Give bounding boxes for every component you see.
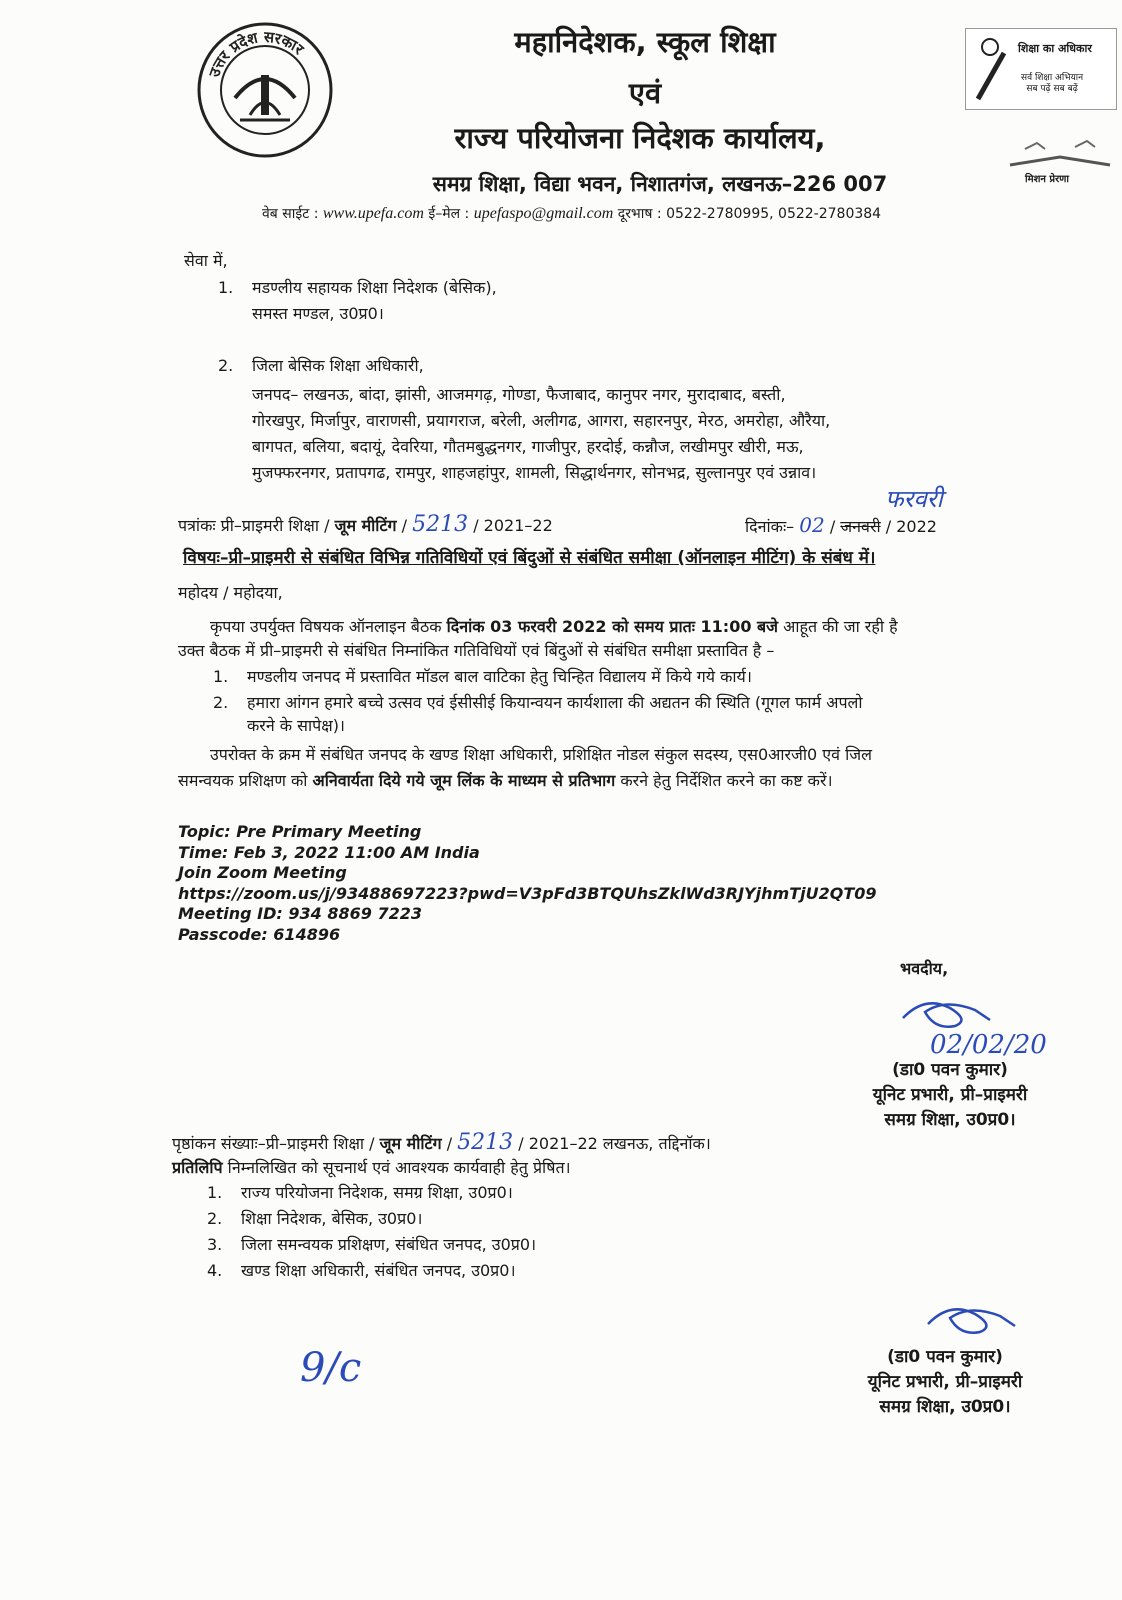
signatory-name-2: (डा0 पवन कुमार) [887,1347,1003,1367]
contact-line [262,204,1102,223]
zoom-link[interactable]: https://zoom.us/j/93488697223?pwd=V3pFd3BTQUhsZklWd3RJYjhmTjU2QT09 [178,883,877,903]
para1-line1: कृपया उपर्युक्त विषयक ऑनलाइन बैठक दिनांक 03 फरवरी 2022 को समय प्रातः 11:00 बजे आहूत की जा रही है [210,617,898,636]
website-label: वेब साईट : [262,206,319,222]
office-title-line2: एवं [628,76,662,110]
para2-line2: समन्वयक प्रशिक्षण को अनिवार्यता दिये गये जूम लिंक के माध्यम से प्रतिभाग करने हेतु निर्देशित करने का कष्ट करें। [178,771,833,790]
districts-line-4: मुजफ्फरनगर, प्रतापगढ, रामपुर, शाहजहांपुर, शामली, सिद्धार्थनगर, सोनभद्र, सुल्तानपुर एवं उन्नाव। [252,463,817,482]
para1-line2: उक्त बैठक में प्री–प्राइमरी से संबंधित निम्नांकित गतिविधियों एवं बिंदुओं से संबंधित समीक्षा प्रस्तावित है – [178,641,775,660]
address-item-1-line2: समस्त मण्डल, उ0प्र0। [252,304,384,323]
seal-text: उत्तर प्रदेश सरकार [205,27,308,80]
mission-prerna-logo [1005,135,1120,195]
rte-logo-sub: सर्व शिक्षा अभियान सब पढ़ें सब बढ़ें [1021,73,1084,94]
address-item-2: 2. जिला बेसिक शिक्षा अधिकारी, [218,356,424,375]
copy-item-2: 2. शिक्षा निदेशक, बेसिक, उ0प्र0। [207,1209,423,1228]
signatory-org-2: समग्र शिक्षा, उ0प्र0। [879,1397,1011,1417]
to-salutation: सेवा में, [184,251,228,270]
endorsement-number: पृष्ठांकन संख्याः–प्री–प्राइमरी शिक्षा / जूम मीटिंग / 5213 / 2021–22 लखनऊ, तद्दिनॉक। [172,1130,711,1155]
rte-logo [965,28,1117,110]
up-government-seal [195,20,335,160]
handwritten-letter-number: 5213 [412,512,469,537]
office-title-line1: महानिदेशक, स्कूल शिक्षा [514,25,776,59]
signatory-name: (डा0 पवन कुमार) [892,1060,1008,1080]
districts-line-1: जनपद– लखनऊ, बांदा, झांसी, आजमगढ़, गोण्डा, फैजाबाद, कानुपर नगर, मुरादाबाद, बस्ती, [252,385,786,404]
phone-label: दूरभाष : [617,206,662,222]
point-2: 2. हमारा आंगन हमारे बच्चे उत्सव एवं ईसीसीई कियान्वयन कार्यशाला की अद्यतन की स्थिति (गूगल फार्म अपलो [213,693,863,712]
book-birds-icon [1005,135,1120,175]
office-address: समग्र शिक्षा, विद्या भवन, निशातगंज, लखनऊ–226 007 [432,172,888,196]
point-2-line2: करने के सापेक्ष)। [247,716,345,735]
handwritten-endorsement-number: 5213 [457,1130,514,1155]
svg-text:उत्तर प्रदेश सरकार [205,28,308,81]
handwritten-date-day: 02 [799,513,825,537]
copy-item-3: 3. जिला समन्वयक प्रशिक्षण, संबंधित जनपद, उ0प्र0। [207,1235,537,1254]
signatory-org: समग्र शिक्षा, उ0प्र0। [884,1110,1016,1130]
letter-date: दिनांकः– 02 / जनवरी / 2022 [745,513,937,537]
signature-block-1 [840,1058,1060,1133]
copy-to: प्रतिलिपि निम्नलिखित को सूचनार्थ एवं आवश्यक कार्यवाही हेतु प्रेषित। [172,1158,571,1177]
phones: 0522-2780995, 0522-2780384 [666,206,882,222]
signature-2-icon [920,1296,1020,1346]
email: upefaspo@gmail.com [473,205,614,222]
handwritten-sign-date: 02/02/20 [930,1030,1047,1060]
handwritten-date-month: फरवरी [885,485,943,513]
signature-block-2 [835,1345,1055,1420]
address-item-1: 1. मडण्लीय सहायक शिक्षा निदेशक (बेसिक), [218,278,497,297]
districts-line-2: गोरखपुर, मिर्जापुर, वाराणसी, प्रयागराज, बरेली, अलीगढ, आगरा, सहारनपुर, मेरठ, अमरोहा, औरैया, [252,411,831,430]
signatory-title-2: यूनिट प्रभारी, प्री–प्राइमरी [867,1372,1023,1392]
zoom-topic: Topic: Pre Primary Meeting [178,822,422,841]
salutation: महोदय / महोदया, [178,583,283,602]
zoom-meeting-id: Meeting ID: 934 8869 7223 [178,904,422,923]
para2-line1: उपरोक्त के क्रम में संबंधित जनपद के खण्ड शिक्षा अधिकारी, प्रशिक्षित नोडल संकुल सदस्य, एस0आरजी0 एवं जिल [210,745,873,764]
zoom-time: Time: Feb 3, 2022 11:00 AM India [178,842,480,862]
zoom-passcode: Passcode: 614896 [178,924,341,944]
closing: भवदीय, [900,959,949,978]
mission-prerna-label: मिशन प्रेरणा [1025,174,1070,185]
point-1: 1. मण्डलीय जनपद में प्रस्तावित मॉडल बाल वाटिका हेतु चिन्हित विद्यालय में किये गये कार्य। [213,667,752,686]
website: www.upefa.com [322,205,424,222]
zoom-join-label: Join Zoom Meeting [178,863,347,882]
copy-item-4: 4. खण्ड शिक्षा अधिकारी, संबंधित जनपद, उ0प्र0। [207,1261,516,1280]
email-label: ई–मेल : [428,206,470,222]
districts-line-3: बागपत, बलिया, बदायूं, देवरिया, गौतमबुद्धनगर, गाजीपुर, हरदोई, कन्नौज, लखीमपुर खीरी, मऊ, [252,437,804,456]
office-title-line3: राज्य परियोजना निदेशक कार्यालय, [454,121,826,155]
rte-logo-title: शिक्षा का अधिकार [1018,42,1092,55]
handwritten-margin-note: 9/c [300,1345,362,1391]
printed-month: जनवरी [840,517,881,536]
signatory-title: यूनिट प्रभारी, प्री–प्राइमरी [872,1085,1028,1105]
subject-line: विषयः–प्री–प्राइमरी से संबंधित विभिन्न गतिविधियों एवं बिंदुओं से संबंधित समीक्षा (ऑनलाइन मीटिंग) के संबंध में। [183,548,876,568]
copy-item-1: 1. राज्य परियोजना निदेशक, समग्र शिक्षा, उ0प्र0। [207,1183,513,1202]
zoom-details [178,822,877,945]
pencil-child-icon [968,33,1018,103]
letter-number: पत्रांकः प्री–प्राइमरी शिक्षा / जूम मीटिंग / 5213 / 2021–22 [178,512,553,537]
